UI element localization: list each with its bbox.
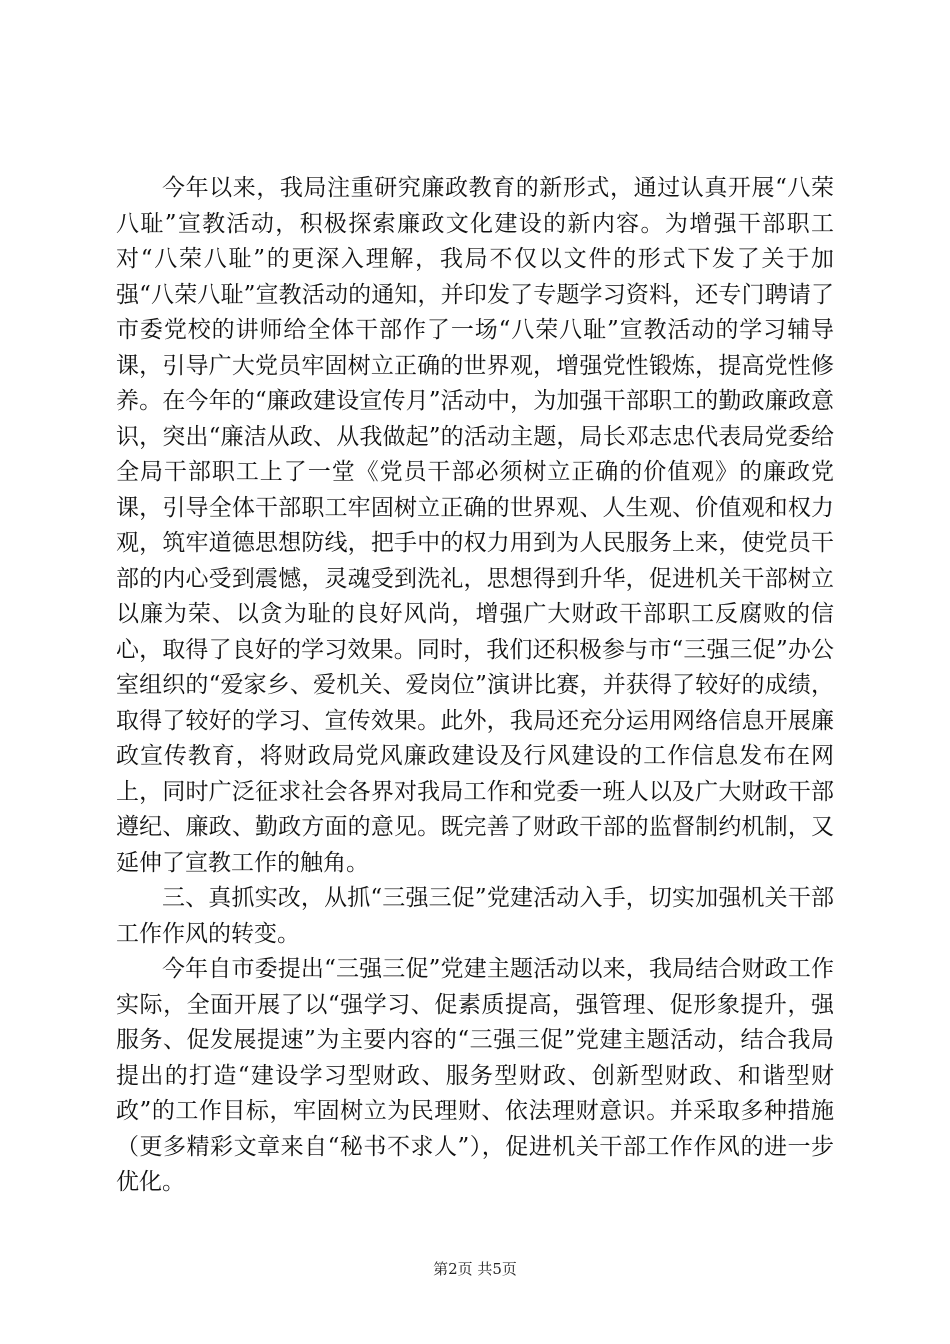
paragraph-integrity-education: 今年以来，我局注重研究廉政教育的新形式，通过认真开展“八荣八耻”宣教活动，积极探索廉政文化建设的新内容。为增强干部职工对“八荣八耻”的更深入理解，我局不仅以文件的形式下发了关于加强“八荣八耻”宣教活动的通知，并印发了专题学习资料，还专门聘请了市委党校的讲师给全体干部作了一场“八荣八耻”宣教活动的学习辅导课，引导广大党员牢固树立正确的世界观，增强党性锻炼，提高党性修养。在今年的“廉政建设宣传月”活动中，为加强干部职工的勤政廉政意识，突出“廉洁从政、从我做起”的活动主题，局长邓志忠代表局党委给全局干部职工上了一堂《党员干部必须树立正确的价值观》的廉政党课，引导全体干部职工牢固树立正确的世界观、人生观、价值观和权力观，筑牢道德思想防线，把手中的权力用到为人民服务上来，使党员干部的内心受到震憾，灵魂受到洗礼，思想得到升华，促进机关干部树立以廉为荣、以贪为耻的良好风尚，增强广大财政干部职工反腐败的信心，取得了良好的学习效果。同时，我们还积极参与市“三强三促”办公室组织的“爱家乡、爱机关、爱岗位”演讲比赛，并获得了较好的成绩，取得了较好的学习、宣传效果。此外，我局还充分运用网络信息开展廉政宣传教育，将财政局党风廉政建设及行风建设的工作信息发布在网上，同时广泛征求社会各界对我局工作和党委一班人以及广大财政干部遵纪、廉政、勤政方面的意见。既完善了财政干部的监督制约机制，又延伸了宣教工作的触角。 (116, 175, 834, 876)
document-body (116, 171, 834, 1201)
paragraph-party-building-activity: 今年自市委提出“三强三促”党建主题活动以来，我局结合财政工作实际，全面开展了以“强学习、促素质提高，强管理、促形象提升，强服务、促发展提速”为主要内容的“三强三促”党建主题活动，结合我局提出的打造“建设学习型财政、服务型财政、创新型财政、和谐型财政”的工作目标，牢固树立为民理财、依法理财意识。并采取多种措施（更多精彩文章来自“秘书不求人”），促进机关干部工作作风的进一步优化。 (116, 956, 834, 1195)
paragraph-section-heading-three: 三、真抓实改，从抓“三强三促”党建活动入手，切实加强机关干部工作作风的转变。 (116, 885, 834, 947)
page-footer (0, 1259, 950, 1279)
page-number: 第2页 共5页 (433, 1260, 517, 1278)
